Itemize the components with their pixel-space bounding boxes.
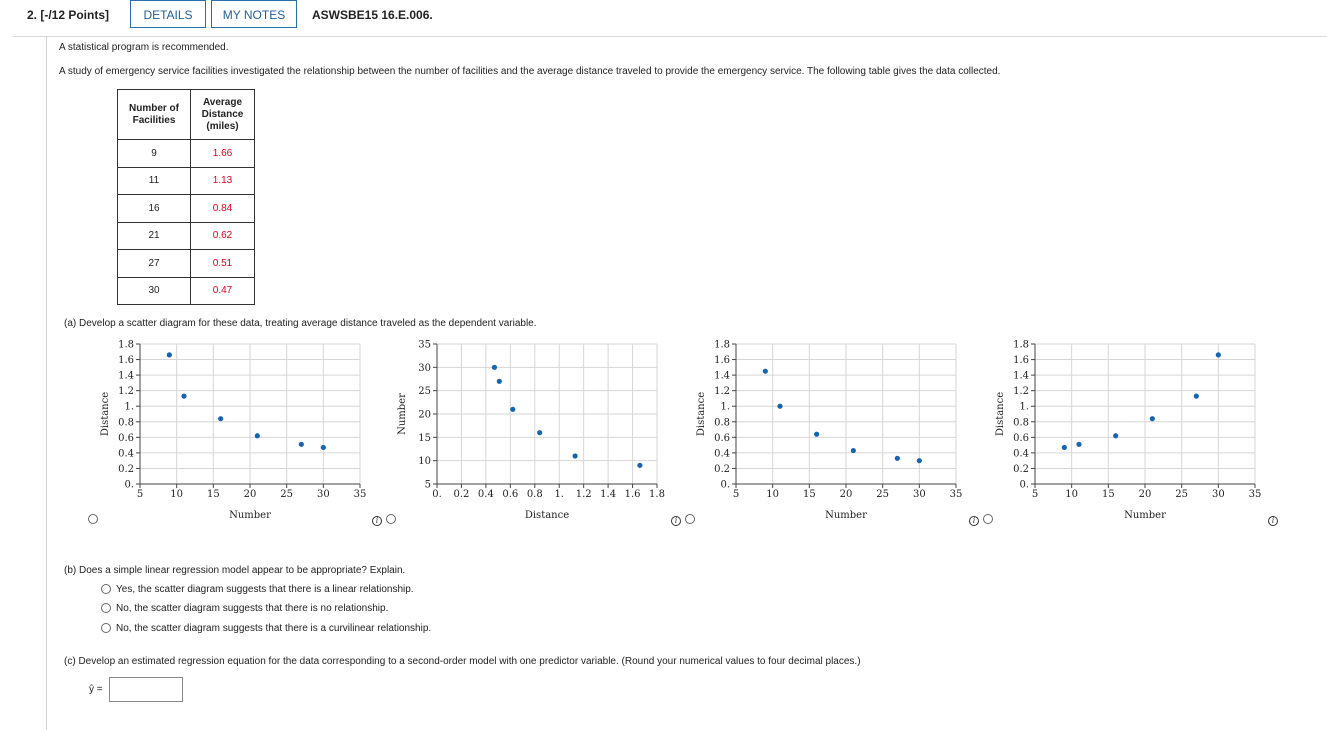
x-tick-label: 0. <box>432 489 442 500</box>
x-tick-label: 15 <box>206 489 220 500</box>
scatter-plot-3 <box>686 336 976 526</box>
y-tick-label: 1. <box>1019 401 1029 413</box>
info-icon[interactable]: i <box>969 516 979 526</box>
y-tick-label: 0.4 <box>118 448 134 460</box>
y-tick-label: 25 <box>418 386 431 398</box>
table-row <box>118 140 255 168</box>
y-tick-label: 1.4 <box>118 370 134 382</box>
data-point <box>777 404 782 409</box>
data-point <box>1062 445 1067 450</box>
data-point <box>497 379 502 384</box>
y-axis-label: Distance <box>995 391 1006 437</box>
x-tick-label: 1.4 <box>600 489 617 500</box>
table-row <box>118 195 255 223</box>
x-tick-label: 25 <box>280 489 294 500</box>
x-tick-label: 25 <box>876 489 890 500</box>
facilities-cell: 11 <box>118 167 191 195</box>
header-line: Number of <box>129 102 179 114</box>
x-tick-label: 10 <box>170 489 184 500</box>
y-tick-label: 1.8 <box>714 339 730 351</box>
distance-cell: 1.66 <box>191 140 255 168</box>
recommendation-text: A statistical program is recommended. <box>59 42 229 53</box>
data-point <box>181 394 186 399</box>
y-tick-label: 20 <box>418 409 431 421</box>
my-notes-button[interactable]: MY NOTES <box>211 0 297 28</box>
info-icon[interactable]: i <box>372 516 382 526</box>
data-point <box>763 369 768 374</box>
x-tick-label: 25 <box>1175 489 1189 500</box>
header-line: Distance <box>201 108 244 120</box>
question-number: 2. [-/12 Points] <box>27 8 110 22</box>
facilities-cell: 27 <box>118 250 191 278</box>
x-axis-label: Number <box>229 510 271 521</box>
data-point <box>321 445 326 450</box>
x-tick-label: 5 <box>1031 489 1039 500</box>
y-tick-label: 1. <box>720 401 730 413</box>
y-tick-label: 0.2 <box>1013 463 1029 475</box>
plot-3-radio[interactable] <box>685 514 695 524</box>
x-tick-label: 1.8 <box>649 489 665 500</box>
distance-cell: 0.47 <box>191 277 255 305</box>
part-a-prompt: (a) Develop a scatter diagram for these data, treating average distance traveled as the dependent variable. <box>64 318 537 329</box>
header-line: Average <box>202 96 243 108</box>
distance-cell: 0.51 <box>191 250 255 278</box>
y-tick-label: 0.4 <box>1013 448 1029 460</box>
x-axis-label: Number <box>825 510 867 521</box>
plot-2-radio[interactable] <box>386 514 396 524</box>
y-tick-label: 0.8 <box>714 417 730 429</box>
x-tick-label: 20 <box>243 489 257 500</box>
x-tick-label: 15 <box>802 489 816 500</box>
distance-cell: 0.84 <box>191 195 255 223</box>
data-point <box>218 416 223 421</box>
y-tick-label: 0.4 <box>714 448 730 460</box>
y-tick-label: 0.2 <box>118 463 134 475</box>
plot-4-radio[interactable] <box>983 514 993 524</box>
y-tick-label: 1.6 <box>714 355 730 367</box>
x-tick-label: 5 <box>732 489 740 500</box>
data-point <box>637 463 642 468</box>
x-tick-label: 10 <box>1065 489 1079 500</box>
option-linear-radio[interactable] <box>101 584 111 594</box>
x-tick-label: 1.6 <box>624 489 641 500</box>
x-tick-label: 35 <box>353 489 367 500</box>
data-table <box>117 89 255 305</box>
y-tick-label: 0.6 <box>714 432 730 444</box>
option-linear-label[interactable]: Yes, the scatter diagram suggests that there is a linear relationship. <box>116 584 414 595</box>
header-line: (miles) <box>206 120 239 132</box>
x-tick-label: 1. <box>554 489 564 500</box>
y-tick-label: 0. <box>1019 479 1029 491</box>
y-tick-label: 5 <box>424 479 431 491</box>
x-tick-label: 35 <box>1248 489 1262 500</box>
y-tick-label: 1.8 <box>1013 339 1029 351</box>
facilities-cell: 16 <box>118 195 191 223</box>
table-row <box>118 167 255 195</box>
data-point <box>1216 352 1221 357</box>
data-point <box>895 456 900 461</box>
y-tick-label: 15 <box>418 432 431 444</box>
regression-equation-input[interactable] <box>109 677 183 702</box>
data-point <box>851 448 856 453</box>
x-tick-label: 0.8 <box>526 489 543 500</box>
data-point <box>492 365 497 370</box>
distance-cell: 0.62 <box>191 222 255 250</box>
y-tick-label: 0.2 <box>714 463 730 475</box>
data-point <box>299 442 304 447</box>
part-b-prompt: (b) Does a simple linear regression model appear to be appropriate? Explain. <box>64 565 406 576</box>
yhat-label: ŷ = <box>89 684 103 695</box>
y-tick-label: 1.2 <box>118 386 134 398</box>
facilities-cell: 21 <box>118 222 191 250</box>
x-tick-label: 15 <box>1101 489 1115 500</box>
x-tick-label: 10 <box>766 489 780 500</box>
question-header <box>13 0 1327 37</box>
y-tick-label: 0.8 <box>118 417 134 429</box>
left-divider <box>46 36 47 730</box>
y-axis-label: Distance <box>696 391 707 437</box>
header-line: Facilities <box>132 114 176 126</box>
y-tick-label: 0. <box>124 479 134 491</box>
y-tick-label: 1.2 <box>1013 386 1029 398</box>
option-curvilinear-label[interactable]: No, the scatter diagram suggests that there is a curvilinear relationship. <box>116 623 432 634</box>
x-tick-label: 30 <box>1211 489 1225 500</box>
problem-description: A study of emergency service facilities investigated the relationship between the number of facilities and the average distance traveled to provide the emergency service. The following table gives the data collected. <box>59 66 1001 77</box>
column-header-facilities <box>118 90 191 140</box>
x-axis-label: Number <box>1124 510 1166 521</box>
y-tick-label: 1.8 <box>118 339 134 351</box>
y-tick-label: 35 <box>418 339 431 351</box>
info-icon[interactable]: i <box>671 516 681 526</box>
y-tick-label: 0.6 <box>1013 432 1029 444</box>
x-axis-label: Distance <box>524 510 570 521</box>
data-point <box>1076 442 1081 447</box>
x-tick-label: 1.2 <box>575 489 592 500</box>
y-tick-label: 0.8 <box>1013 417 1029 429</box>
data-point <box>1113 433 1118 438</box>
y-tick-label: 0.6 <box>118 432 134 444</box>
y-tick-label: 1.6 <box>1013 355 1029 367</box>
data-point <box>1194 394 1199 399</box>
x-tick-label: 35 <box>949 489 963 500</box>
x-tick-label: 30 <box>912 489 926 500</box>
info-icon[interactable]: i <box>1268 516 1278 526</box>
scatter-plot-2 <box>387 336 677 526</box>
x-tick-label: 20 <box>1138 489 1152 500</box>
y-tick-label: 1.6 <box>118 355 134 367</box>
data-point <box>917 458 922 463</box>
y-tick-label: 10 <box>418 456 431 468</box>
y-tick-label: 1.4 <box>1013 370 1029 382</box>
distance-cell: 1.13 <box>191 167 255 195</box>
question-id: ASWSBE15 16.E.006. <box>312 8 433 22</box>
x-tick-label: 0.4 <box>477 489 494 500</box>
y-tick-label: 30 <box>418 362 431 374</box>
y-tick-label: 1.4 <box>714 370 730 382</box>
data-point <box>510 407 515 412</box>
scatter-plot-1 <box>90 336 380 526</box>
y-axis-label: Number <box>397 393 408 435</box>
y-tick-label: 1.2 <box>714 386 730 398</box>
y-tick-label: 0. <box>720 479 730 491</box>
facilities-cell: 30 <box>118 277 191 305</box>
data-point <box>255 433 260 438</box>
x-tick-label: 0.6 <box>502 489 519 500</box>
x-tick-label: 20 <box>839 489 853 500</box>
scatter-plot-4 <box>985 336 1275 526</box>
facilities-cell: 9 <box>118 140 191 168</box>
data-point <box>573 453 578 458</box>
table-row <box>118 250 255 278</box>
x-tick-label: 0.2 <box>453 489 470 500</box>
option-no-relationship-label[interactable]: No, the scatter diagram suggests that there is no relationship. <box>116 603 389 614</box>
data-point <box>537 430 542 435</box>
plot-1-radio[interactable] <box>88 514 98 524</box>
column-header-distance <box>191 90 255 140</box>
data-point <box>814 432 819 437</box>
option-no-relationship-radio[interactable] <box>101 603 111 613</box>
x-tick-label: 5 <box>136 489 144 500</box>
part-c-prompt: (c) Develop an estimated regression equation for the data corresponding to a second-order model with one predictor variable. (Round your numerical values to four decimal places.) <box>64 656 861 667</box>
table-row <box>118 222 255 250</box>
data-point <box>167 352 172 357</box>
details-button[interactable]: DETAILS <box>130 0 206 28</box>
option-curvilinear-radio[interactable] <box>101 623 111 633</box>
data-point <box>1150 416 1155 421</box>
y-axis-label: Distance <box>100 391 111 437</box>
table-row <box>118 277 255 305</box>
x-tick-label: 30 <box>316 489 330 500</box>
y-tick-label: 1. <box>124 401 134 413</box>
